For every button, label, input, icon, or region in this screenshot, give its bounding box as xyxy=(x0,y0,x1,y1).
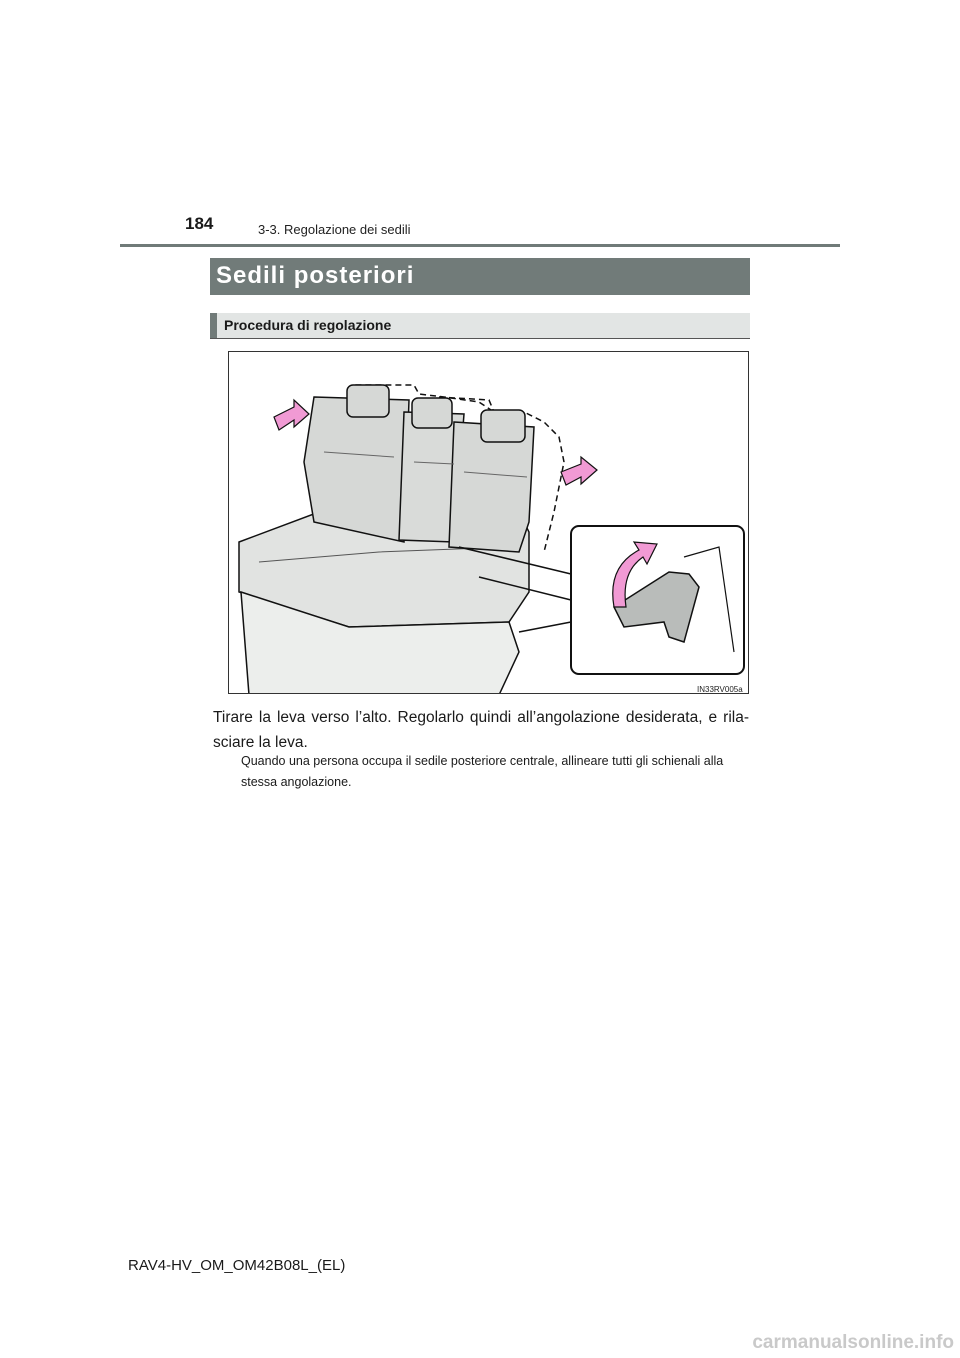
page-number: 184 xyxy=(185,214,214,233)
section-title-bar xyxy=(210,258,750,295)
figure-code: IN33RV005a xyxy=(697,685,743,694)
section-title: Sedili posteriori xyxy=(216,262,415,289)
note-text: Quando una persona occupa il sedile posteriore centrale, allineare tutti gli schienali alla stessa angolazione. xyxy=(241,754,724,789)
subsection-bar xyxy=(210,313,750,339)
rear-seat-illustration xyxy=(228,351,749,694)
recline-arrow-right-icon xyxy=(561,457,597,485)
headrest-center xyxy=(412,398,452,428)
headrest-left xyxy=(347,385,389,417)
watermark: carmanualsonline.info xyxy=(752,1332,954,1353)
subsection-title: Procedura di regolazione xyxy=(224,317,392,333)
document-code: RAV4-HV_OM_OM42B08L_(EL) xyxy=(128,1257,346,1274)
rear-seat-drawing xyxy=(229,352,749,694)
recline-arrow-left-icon xyxy=(274,400,309,430)
section-reference: 3-3. Regolazione dei sedili xyxy=(258,222,411,237)
backrest-left xyxy=(304,397,409,542)
header-divider xyxy=(120,244,840,247)
subsection-accent xyxy=(210,313,217,338)
headrest-right xyxy=(481,410,525,442)
instruction-text: Tirare la leva verso l’alto. Regolarlo quindi all’angolazione desiderata, e rila- sciare la leva. xyxy=(213,709,749,751)
